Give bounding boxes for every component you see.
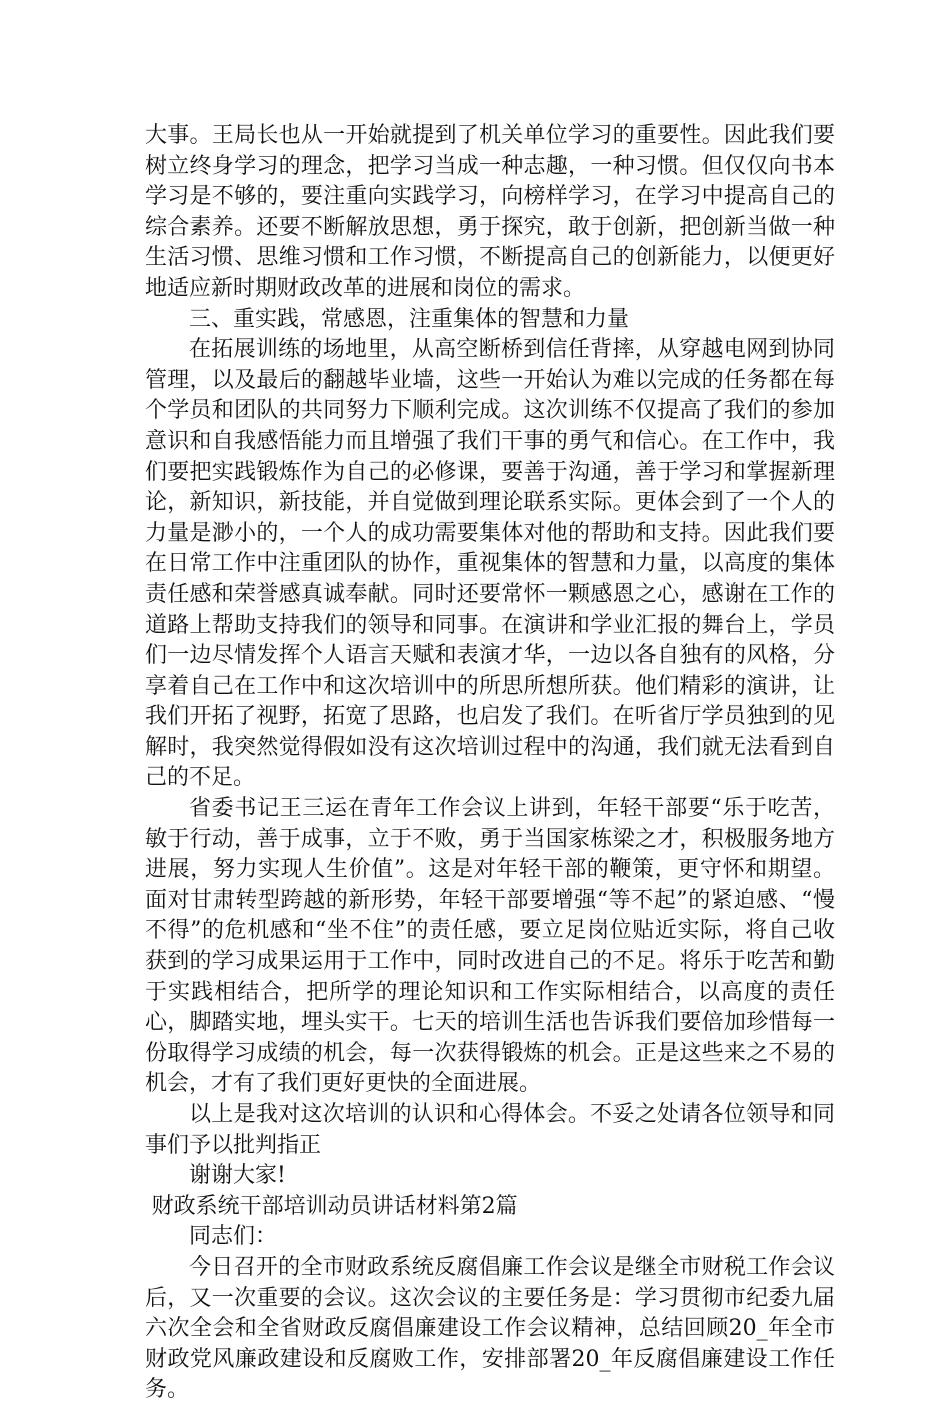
paragraph-5: 今日召开的全市财政系统反腐倡廉工作会议是继全市财税工作会议后，又一次重要的会议。这次会议的主要任务是：学习贯彻市纪委九届六次全会和全省财政反腐倡廉建设工作会议精神，总结回顾20_年全市财政党风廉政建设和反腐败工作，安排部署20_年反腐倡廉建设工作任务。 [145,1254,835,1403]
paragraph-4: 以上是我对这次培训的认识和心得体会。不妥之处请各位领导和同事们予以批判指正 [145,1102,835,1158]
document-page [145,121,835,1406]
paragraph-3: 省委书记王三运在青年工作会议上讲到，年轻干部要“乐于吃苦，敏于行动，善于成事，立于不败，勇于当国家栋梁之才，积极服务地方进展，努力实现人生价值”。这是对年轻干部的鞭策，更守怀和期望。面对甘肃转型跨越的新形势，年轻干部要增强“等不起”的紧迫感、“慢不得”的危机感和“坐不住”的责任感，要立足岗位贴近实际，将自己收获到的学习成果运用于工作中，同时改进自己的不足。将乐于吃苦和勤于实践相结合，把所学的理论知识和工作实际相结合，以高度的责任心，脚踏实地，埋头实干。七天的培训生活也告诉我们要倍加珍惜每一份取得学习成绩的机会，每一次获得锻炼的机会。正是这些来之不易的机会，才有了我们更好更快的全面进展。 [145,796,835,1097]
paragraph-1: 大事。王局长也从一开始就提到了机关单位学习的重要性。因此我们要树立终身学习的理念，把学习当成一种志趣，一种习惯。但仅仅向书本学习是不够的，要注重向实践学习，向榜样学习，在学习中提高自己的综合素养。还要不断解放思想，勇于探究，敢于创新，把创新当做一种生活习惯、思维习惯和工作习惯，不断提高自己的创新能力，以便更好地适应新时期财政改革的进展和岗位的需求。 [145,123,835,301]
paragraph-2: 在拓展训练的场地里，从高空断桥到信任背摔，从穿越电网到协同管理，以及最后的翻越毕业墙，这些一开始认为难以完成的任务都在每个学员和团队的共同努力下顺利完成。这次训练不仅提高了我们的参加意识和自我感悟能力而且增强了我们干事的勇气和信心。在工作中，我们要把实践锻炼作为自己的必修课，要善于沟通，善于学习和掌握新理论，新知识，新技能，并自觉做到理论联系实际。更体会到了一个人的力量是渺小的，一个人的成功需要集体对他的帮助和支持。因此我们要在日常工作中注重团队的协作，重视集体的智慧和力量，以高度的集体责任感和荣誉感真诚奉献。同时还要常怀一颗感恩之心，感谢在工作的道路上帮助支持我们的领导和同事。在演讲和学业汇报的舞台上，学员们一边尽情发挥个人语言天赋和表演才华，一边以各自独有的风格，分享着自己在工作中和这次培训中的所思所想所获。他们精彩的演讲，让我们开拓了视野，拓宽了思路，也启发了我们。在听省厅学员独到的见解时，我突然觉得假如没有这次培训过程中的沟通，我们就无法看到自己的不足。 [145,337,835,791]
article-title-2: 财政系统干部培训动员讲话材料第2篇 [151,1193,518,1219]
section-heading-3: 三、重实践，常感恩，注重集体的智慧和力量 [189,306,630,332]
salutation: 同志们： [189,1224,278,1250]
thanks-line: 谢谢大家! [189,1163,286,1189]
